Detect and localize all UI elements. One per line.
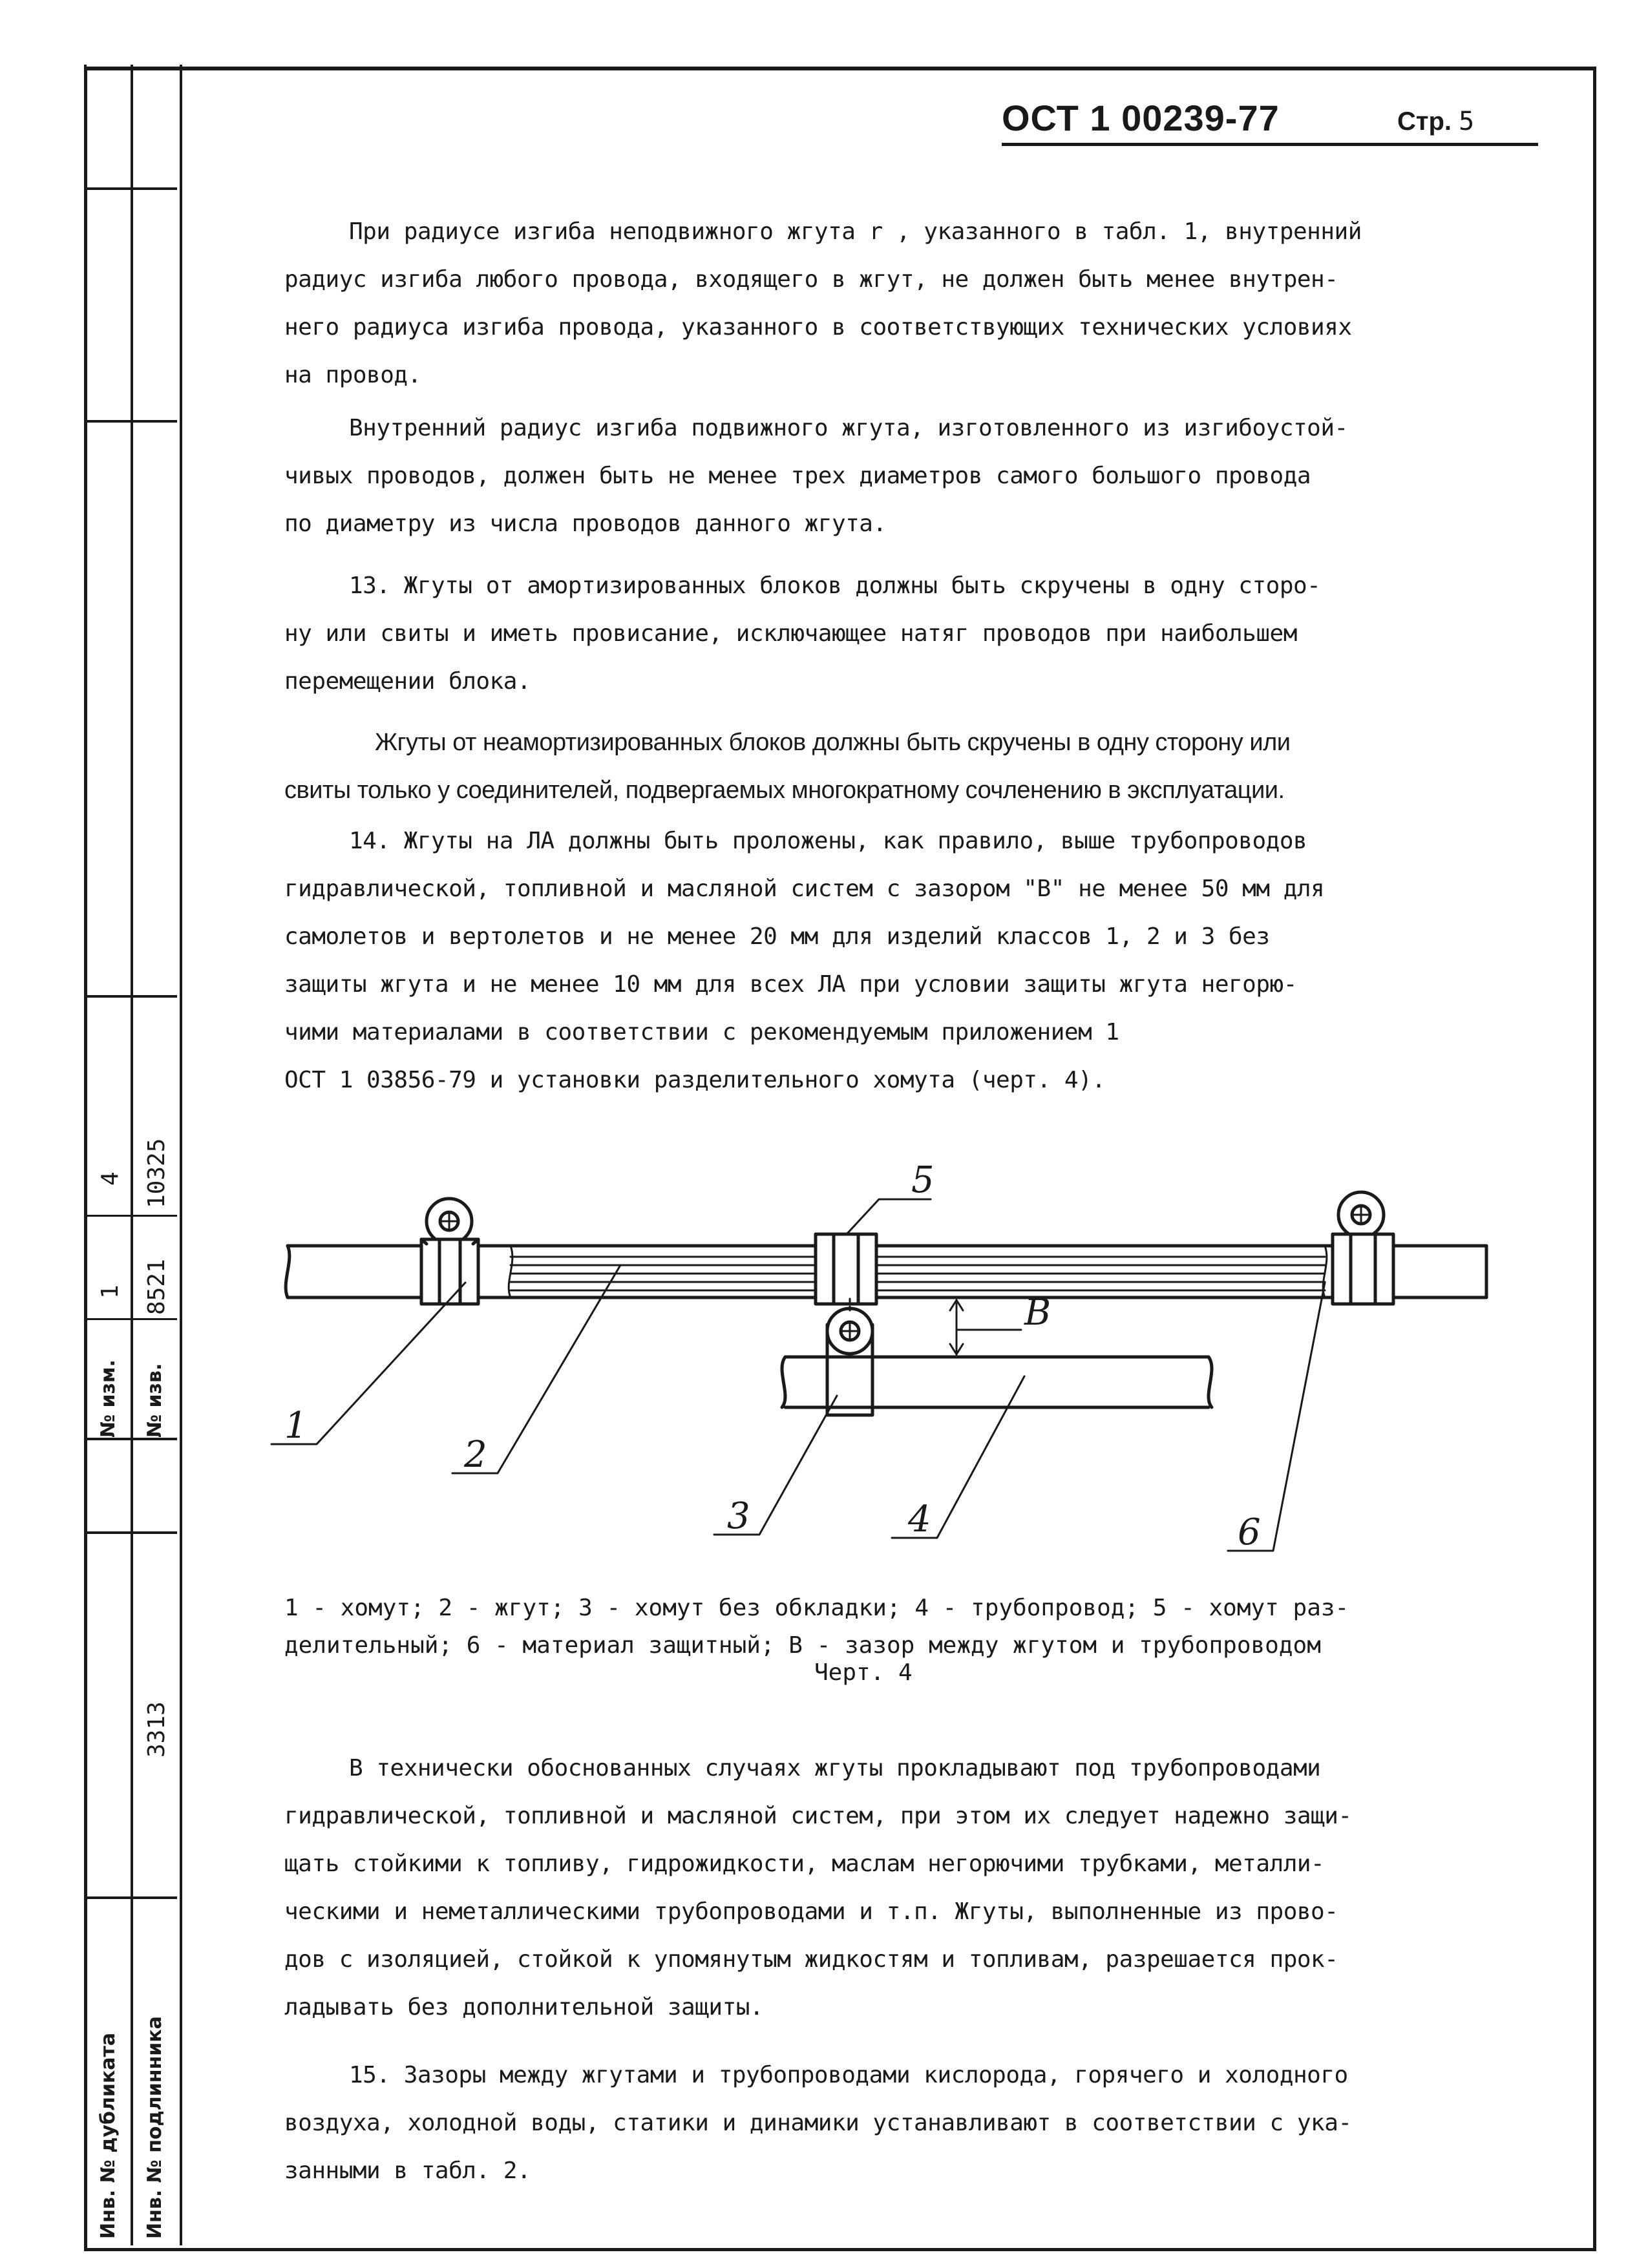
change-no-1: 1	[97, 1285, 123, 1299]
clamp-1	[421, 1199, 478, 1304]
harness-left-end	[286, 1246, 290, 1297]
clamp-5	[816, 1234, 876, 1304]
paragraph-13-insert: Жгуты от неамортизированных блоков должны быть скручены в одну сторону или свиты только у соединителей, подвергаемых многократному сочленению в эксплуатации.	[284, 729, 1291, 804]
leader-5	[847, 1199, 931, 1234]
figure-title: Черт. 4	[814, 1659, 913, 1686]
callout-gap-b: В	[1024, 1292, 1051, 1334]
callout-1: 1	[284, 1405, 308, 1447]
callout-4: 4	[908, 1498, 931, 1540]
callout-5: 5	[911, 1159, 935, 1201]
change-no-2: 4	[97, 1171, 123, 1186]
notice-no-2: 10325	[143, 1138, 170, 1208]
figure-caption: 1 - хомут; 2 - жгут; 3 - хомут без обкладки; 4 - трубопровод; 5 - хомут раз- делительный; 6 - материал защитный; В - зазор между жгутом и трубопроводом	[284, 1595, 1349, 1659]
standard-code: ОСТ 1 00239-77	[1002, 98, 1280, 138]
callout-3: 3	[727, 1495, 750, 1537]
paragraph-under-pipes: В технически обоснованных случаях жгуты прокладывают под трубопроводами гидравлической, топливной и масляной систем, при этом их следует надежно защи- щать стойкими к топливу, гидрожидкости, маслам негорючими трубками, металли- ческими и неметаллическими трубопроводами и т.п. Жгуты, выполненные из прово- дов с изоляцией, стойкой к упомянутым жидкостям и топливам, разрешается прок- ладывать без дополнительной защиты.	[284, 1755, 1352, 2021]
leader-6	[1228, 1283, 1325, 1551]
inv-original-label: Инв. № подлинника	[143, 2016, 166, 2239]
notice-no-1: 8521	[143, 1259, 170, 1315]
paragraph-bend-radius-mobile: Внутренний радиус изгиба подвижного жгута, изготовленного из изгибоустой- чивых проводов, должен быть не менее трех диаметров самого большого провода по диаметру из числа проводов данного жгута.	[284, 415, 1348, 537]
paragraph-bend-radius-fixed: При радиусе изгиба неподвижного жгута r , указанного в табл. 1, внутренний радиус изгиба любого провода, входящего в жгут, не должен быть менее внутрен- него радиуса изгиба провода, указанного в соответствующих технических условиях на провод.	[284, 218, 1362, 388]
callout-6: 6	[1238, 1511, 1261, 1553]
notice-no-label: № изв.	[143, 1363, 166, 1438]
inv-duplicate-label: Инв. № дубликата	[97, 2032, 120, 2239]
callout-2: 2	[464, 1434, 487, 1476]
clamp-6	[1333, 1192, 1393, 1304]
paragraph-15: 15. Зазоры между жгутами и трубопроводами кислорода, горячего и холодного воздуха, холодной воды, статики и динамики устанавливают в соответствии с ука- занными в табл. 2.	[284, 2062, 1352, 2184]
change-no-label: № изм.	[97, 1360, 120, 1438]
paragraph-14: 14. Жгуты на ЛА должны быть проложены, как правило, выше трубопроводов гидравлической, топливной и масляной систем с зазором "В" не менее 50 мм для самолетов и вертолетов и не менее 20 мм для изделий классов 1, 2 и 3 без защиты жгута и не менее 10 мм для всех ЛА при условии защиты жгута негорю- чими материалами в соответствии с рекомендуемым приложением 1 ОСТ 1 03856-79 и установки разделительного хомута (черт. 4).	[284, 828, 1325, 1093]
inv-original-value: 3313	[143, 1701, 170, 1758]
page-number: Стр. 5	[1397, 107, 1475, 136]
paragraph-13: 13. Жгуты от амортизированных блоков должны быть скручены в одну сторо- ну или свиты и иметь провисание, исключающее натяг проводов при наибольшем перемещении блока.	[284, 572, 1321, 695]
